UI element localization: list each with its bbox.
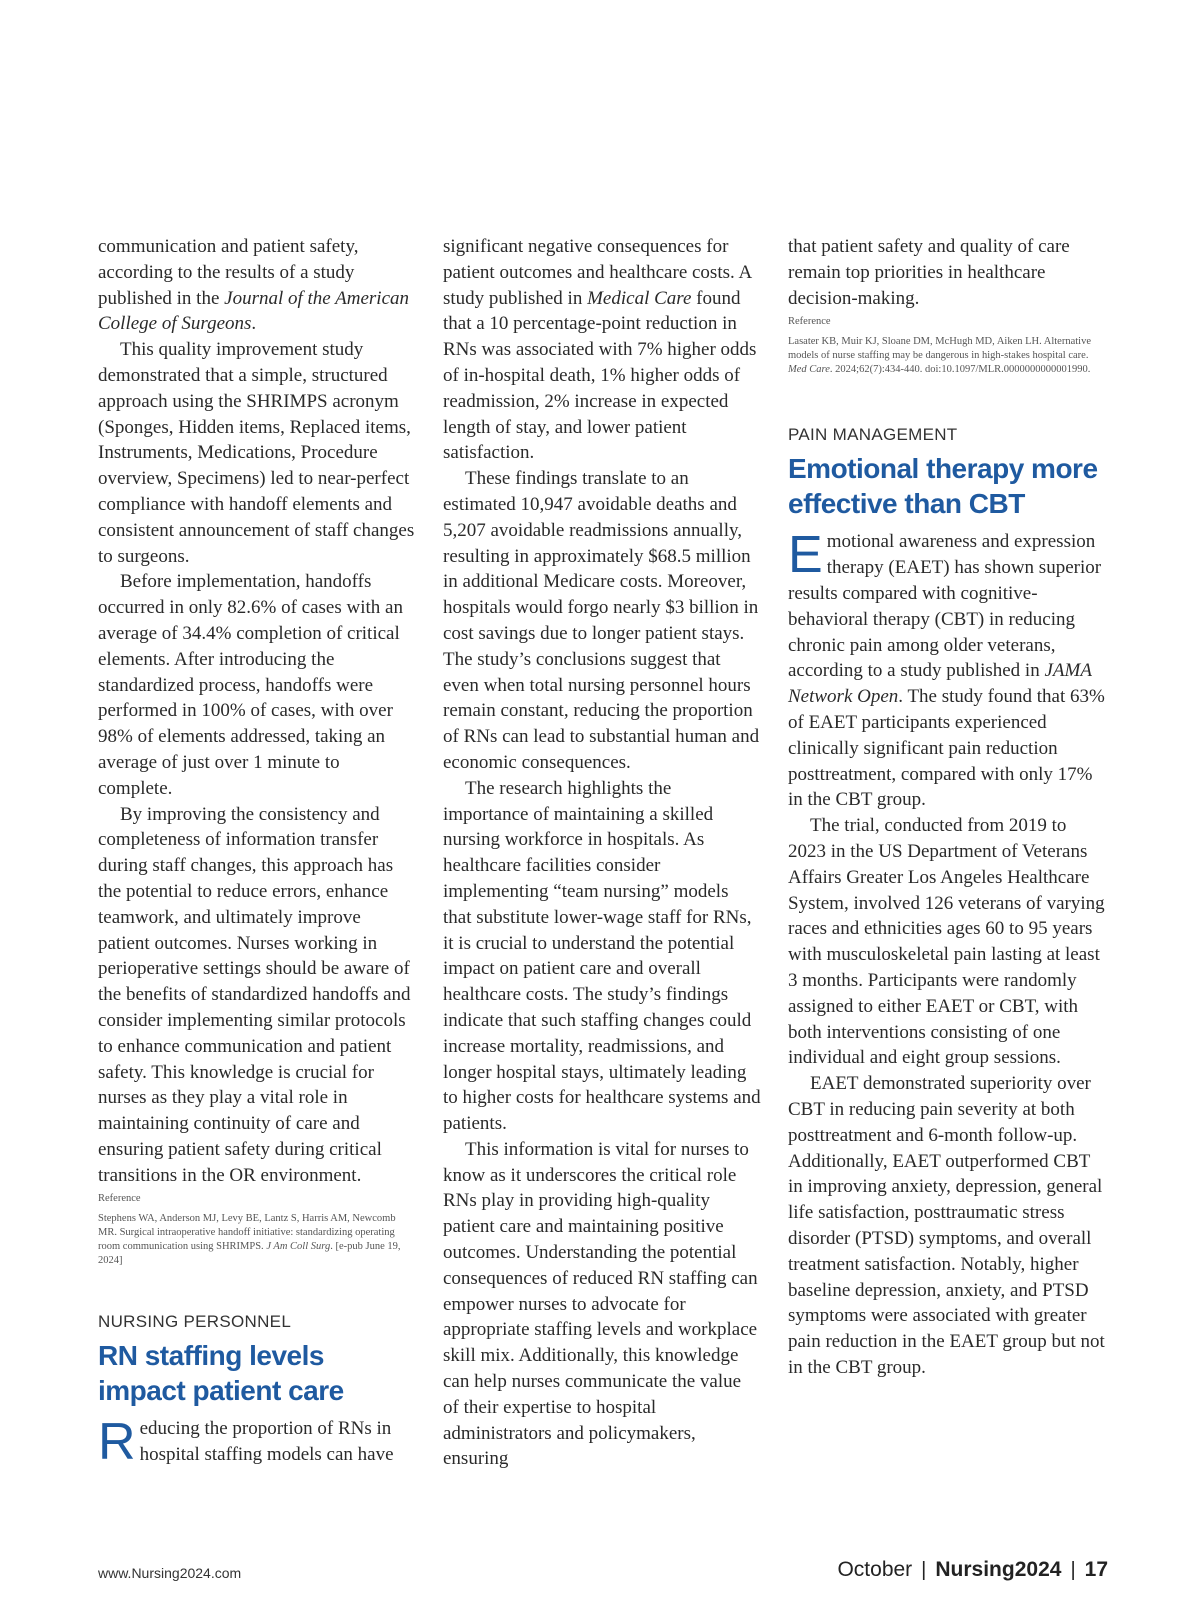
footer-website-link[interactable]: www.Nursing2024.com [98, 1565, 242, 1581]
article-paragraph: EAET demonstrated superiority over CBT in reducing pain severity at both posttreatment and 6-month follow-up. Additionally, EAET outperformed CBT in improving anxiety, depression, general life satisfaction, posttraumatic stress disorder (PTSD) symptoms, and overall treatment satisfaction. Notably, higher baseline depression, anxiety, and PTSD symptoms were associated with greater pain reduction in the EAET group but not in the CBT group. [788, 1073, 1105, 1378]
column-1 [98, 234, 416, 1472]
article-paragraph: By improving the consistency and completeness of information transfer during staff changes, this approach has the potential to reduce errors, enhance teamwork, and ultimately improve patient outcomes. Nurses working in perioperative settings should be aware of the benefits of standardized handoffs and consider implementing similar protocols to enhance communication and patient safety. This knowledge is crucial for nurses as they play a vital role in maintaining continuity of care and ensuring patient safety during critical transitions in the OR environment. [98, 803, 411, 1186]
article-lead: Reducing the proportion of RNs in hospital staffing models can have [98, 1413, 394, 1472]
article-paragraph: The research highlights the importance of maintaining a skilled nursing workforce in hospitals. As healthcare facilities consider implementing “team nursing” models that substitute lower-wage staff for RNs, it is crucial to understand the potential impact on patient care and overall healthcare costs. The study’s findings indicate that such staffing changes could increase mortality, readmissions, and longer hospital stays, ultimately leading to higher costs for healthcare systems and patients. [443, 777, 761, 1135]
article-paragraph: communication and patient safety, according to the results of a study published in the Journal of the American College of Surgeons. [98, 236, 410, 335]
drop-cap: R [98, 1413, 136, 1472]
journal-title: Medical Care [587, 287, 692, 309]
journal-title: Journal of the American College of Surgeons [98, 287, 410, 335]
article-paragraph: that patient safety and quality of care remain top priorities in healthcare decision-making. [788, 236, 1070, 309]
reference-citation: Lasater KB, Muir KJ, Sloane DM, McHugh MD, Aiken LH. Alternative models of nurse staffing may be dangerous in high-stakes hospital care. Med Care. 2024;62(7):434-440. doi:10.1097/MLR.0000000000001990. [788, 336, 1091, 376]
article-headline: RN staffing levels impact patient care [98, 1340, 344, 1407]
magazine-name: Nursing2024 [935, 1558, 1062, 1581]
footer-separator: | [921, 1559, 927, 1581]
column-3 [788, 234, 1108, 1381]
issue-month: October [837, 1558, 913, 1581]
article-paragraph: These findings translate to an estimated 10,947 avoidable deaths and 5,207 avoidable readmissions annually, resulting in approximately $68.5 million in additional Medicare costs. Moreover, hospitals would forgo nearly $3 billion in cost savings due to longer patient stays. The study’s conclusions suggest that even when total nursing personnel hours remain constant, reducing the proportion of RNs can lead to substantial human and economic consequences. [443, 468, 760, 773]
reference-label: Reference [788, 316, 831, 328]
journal-title: JAMA Network Open [788, 660, 1092, 708]
reference-label: Reference [98, 1193, 141, 1205]
article-paragraph: significant negative consequences for patient outcomes and healthcare costs. A study published in Medical Care found that a 10 percentage-point reduction in RNs was associated with 7% higher odds of in-hospital death, 1% higher odds of readmission, 2% increase in expected length of stay, and lower patient satisfaction. [443, 236, 757, 464]
column-2 [443, 234, 761, 1472]
section-label: PAIN MANAGEMENT [788, 425, 958, 445]
article-paragraph: Before implementation, handoffs occurred in only 82.6% of cases with an average of 34.4% completion of critical elements. After introducing the standardized process, handoffs were performed in 100% of cases, with over 98% of elements addressed, taking an average of just over 1 minute to complete. [98, 571, 403, 799]
footer-separator: | [1070, 1559, 1076, 1581]
page-footer [837, 1558, 1108, 1582]
article-paragraph: This quality improvement study demonstrated that a simple, structured approach using the SHRIMPS acronym (Sponges, Hidden items, Replaced items, Instruments, Medications, Procedure overview, Specimens) led to near-perfect compliance with handoff elements and consistent announcement of staff changes to surgeons. [98, 339, 415, 567]
section-label: NURSING PERSONNEL [98, 1312, 292, 1332]
article-paragraph: The trial, conducted from 2019 to 2023 in the US Department of Veterans Affairs Greater Los Angeles Healthcare System, involved 126 veterans of varying races and ethnicities ages 60 to 95 years with musculoskeletal pain lasting at least 3 months. Participants were randomly assigned to either EAET or CBT, with both interventions consisting of one individual and eight group sessions. [788, 815, 1105, 1069]
page-number: 17 [1084, 1558, 1108, 1581]
article-headline: Emotional therapy more effective than CBT [788, 453, 1098, 520]
drop-cap: E [788, 526, 823, 585]
article-lead: Emotional awareness and expression therapy (EAET) has shown superior results compared with cognitive-behavioral therapy (CBT) in reducing chronic pain among older veterans, according to a study published in JAMA Network Open. The study found that 63% of EAET participants experienced clinically significant pain reduction posttreatment, compared with only 17% in the CBT group. [788, 526, 1105, 811]
reference-citation: Stephens WA, Anderson MJ, Levy BE, Lantz S, Harris AM, Newcomb MR. Surgical intraoperative handoff initiative: standardizing operating room communication using SHRIMPS. J Am Coll Surg. [e-pub June 19, 2024] [98, 1213, 401, 1267]
article-paragraph: This information is vital for nurses to know as it underscores the critical role RNs play in providing high-quality patient care and maintaining positive outcomes. Understanding the potential consequences of reduced RN staffing can empower nurses to advocate for appropriate staffing levels and workplace skill mix. Additionally, this knowledge can help nurses communicate the value of their expertise to hospital administrators and policymakers, ensuring [443, 1138, 758, 1470]
